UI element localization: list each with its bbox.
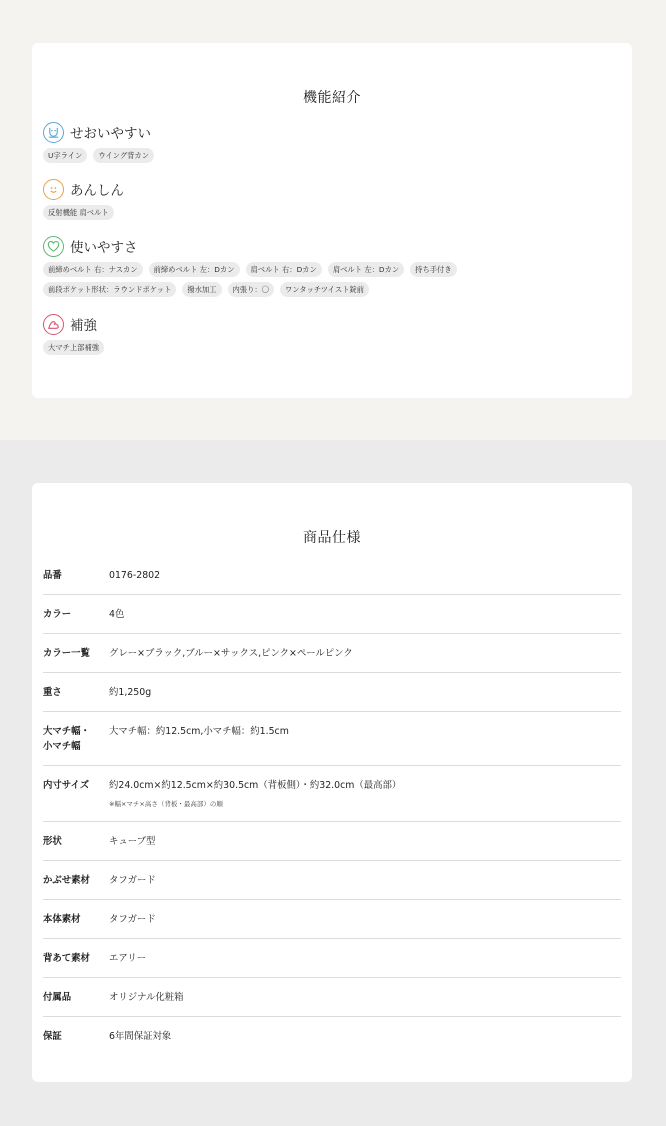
- feature-title: 補強: [70, 318, 97, 334]
- heart-icon: [43, 236, 64, 257]
- feature-header: [43, 313, 623, 335]
- feature-title: あんしん: [70, 183, 124, 199]
- spec-value-cell: [109, 568, 160, 583]
- feature-tags: [43, 205, 503, 220]
- spec-label: 保証: [43, 1031, 62, 1042]
- feature-header: [43, 178, 623, 200]
- feature-tags: [43, 340, 503, 355]
- spec-value: キューブ型: [109, 836, 156, 847]
- feature-tag: 肩ベルト 左：Dカン: [328, 262, 404, 277]
- feature-header: [43, 235, 623, 257]
- features-card: [32, 43, 632, 398]
- spec-label: 本体素材: [43, 914, 81, 925]
- spec-row: [43, 1017, 621, 1055]
- spec-label: カラー: [43, 609, 72, 620]
- spec-row: [43, 822, 621, 861]
- feature-group: [43, 121, 623, 163]
- spec-value: グレー×ブラック,ブルー×サックス,ピンク×ペールピンク: [109, 648, 353, 659]
- feature-tag: 持ち手付き: [410, 262, 456, 277]
- spec-table: [43, 556, 621, 1055]
- spec-value: 4色: [109, 609, 125, 620]
- spec-value-cell: [109, 873, 156, 888]
- feature-tag: ウイング背カン: [93, 148, 154, 163]
- spec-label: かぶせ素材: [43, 875, 90, 886]
- feature-tag: 前締めベルト 右：ナスカン: [43, 262, 143, 277]
- spec-label: カラー一覧: [43, 648, 90, 659]
- feature-group: [43, 313, 623, 355]
- spec-value-cell: [109, 1029, 171, 1044]
- feature-tag: 大マチ上部補強: [43, 340, 104, 355]
- spec-value: エアリー: [109, 953, 147, 964]
- specs-title: 商品仕様: [303, 530, 361, 546]
- feature-tag: 前締めベルト 左：Dカン: [149, 262, 240, 277]
- spec-value: タフガード: [109, 875, 156, 886]
- arm-strength-icon: [43, 314, 64, 335]
- spec-row: [43, 673, 621, 712]
- spec-label: 品番: [43, 570, 62, 581]
- spec-value-cell: [109, 646, 353, 661]
- spec-value-cell: [109, 912, 156, 927]
- spec-row: [43, 556, 621, 595]
- feature-tag: U字ライン: [43, 148, 87, 163]
- spec-value-cell: [109, 607, 124, 622]
- spec-value-cell: [109, 951, 146, 966]
- spec-value-cell: [109, 778, 401, 810]
- spec-value-cell: [109, 724, 289, 754]
- spec-value: オリジナル化粧箱: [109, 992, 184, 1003]
- spec-value-cell: [109, 834, 155, 849]
- spec-value-cell: [109, 685, 151, 700]
- feature-tag: 肩ベルト 右：Dカン: [246, 262, 322, 277]
- features-title: 機能紹介: [303, 90, 361, 106]
- spec-row: [43, 939, 621, 978]
- spec-row: [43, 595, 621, 634]
- spec-row: [43, 766, 621, 822]
- spec-value: 約24.0cm×約12.5cm×約30.5cm（背板側）・約32.0cm（最高部）: [109, 780, 402, 791]
- spec-row: [43, 634, 621, 673]
- spec-row: [43, 978, 621, 1017]
- spec-note: ※幅×マチ×高さ（背板・最高部）の順: [109, 800, 223, 808]
- feature-tag: 前段ポケット形状：ラウンドポケット: [43, 282, 176, 297]
- spec-label: 背あて素材: [43, 953, 90, 964]
- spec-label: 形状: [43, 836, 62, 847]
- feature-tag: 内張り：〇: [228, 282, 274, 297]
- feature-tags: [43, 148, 503, 163]
- feature-header: [43, 121, 623, 143]
- face-u-shape-icon: [43, 122, 64, 143]
- spec-value: 大マチ幅：約12.5cm,小マチ幅：約1.5cm: [109, 726, 289, 737]
- specs-card: [32, 483, 632, 1082]
- feature-tags: [43, 262, 503, 297]
- spec-value: 6年間保証対象: [109, 1031, 172, 1042]
- spec-label: 重さ: [43, 687, 62, 698]
- spec-label: 大マチ幅・ 小マチ幅: [43, 726, 90, 752]
- spec-label: 内寸サイズ: [43, 780, 90, 791]
- feature-tag: ワンタッチツイスト錠前: [280, 282, 369, 297]
- spec-row: [43, 900, 621, 939]
- smile-face-icon: [43, 179, 64, 200]
- feature-title: 使いやすさ: [70, 240, 138, 256]
- spec-value: 約1,250g: [109, 687, 152, 698]
- feature-title: せおいやすい: [70, 126, 151, 142]
- feature-group: [43, 235, 623, 297]
- spec-row: [43, 712, 621, 766]
- spec-value-cell: [109, 990, 184, 1005]
- feature-group: [43, 178, 623, 220]
- feature-tag: 反射機能 肩ベルト: [43, 205, 114, 220]
- feature-tag: 撥水加工: [182, 282, 221, 297]
- spec-value: タフガード: [109, 914, 156, 925]
- spec-label: 付属品: [43, 992, 72, 1003]
- spec-row: [43, 861, 621, 900]
- spec-value: 0176-2802: [109, 570, 161, 581]
